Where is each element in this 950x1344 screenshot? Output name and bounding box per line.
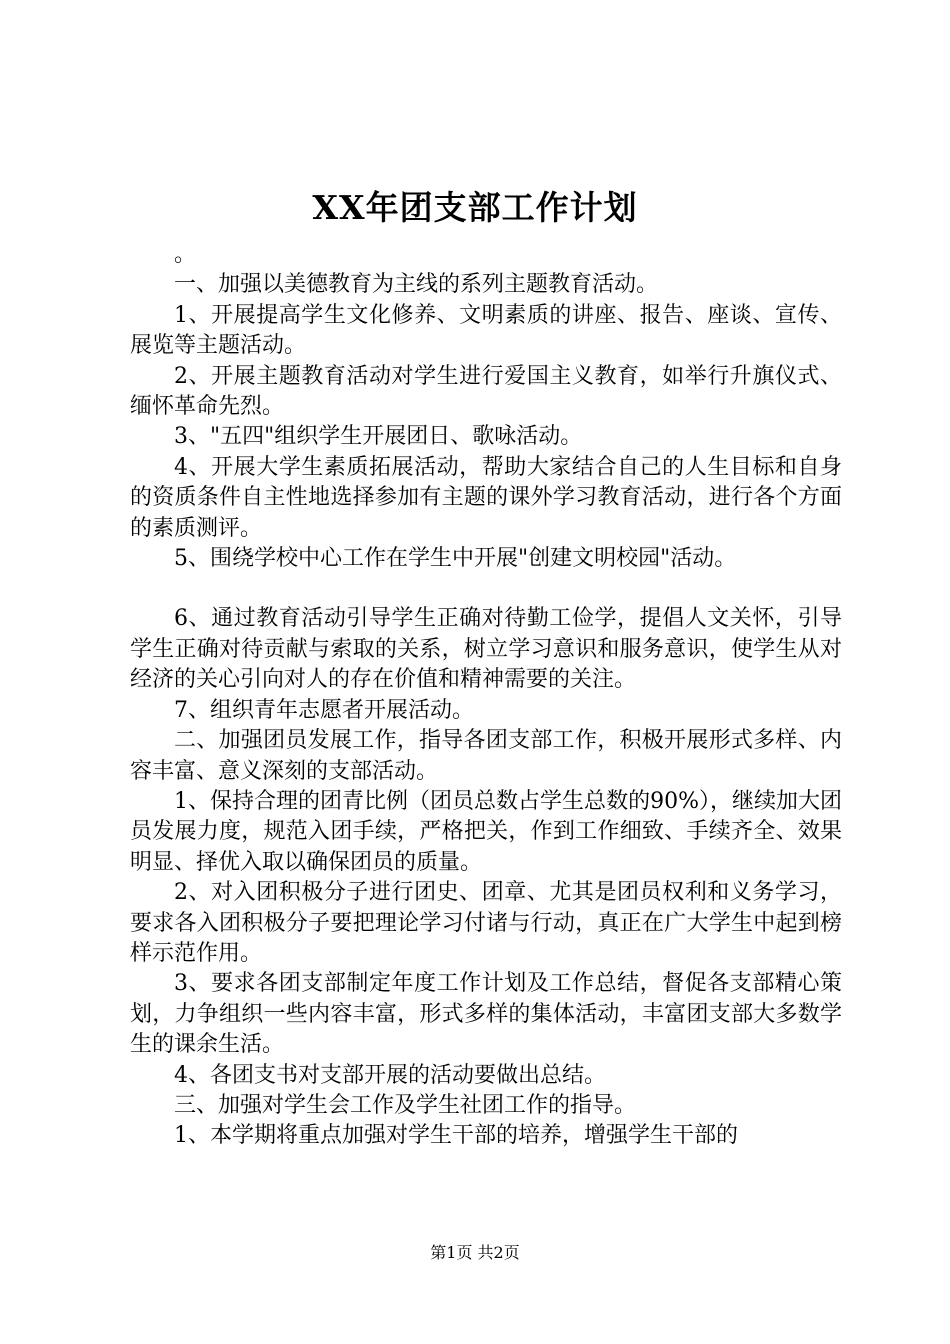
paragraph: 2、开展主题教育活动对学生进行爱国主义教育，如举行升旗仪式、缅怀革命先烈。 <box>130 363 842 420</box>
paragraph: 6、通过教育活动引导学生正确对待勤工俭学，提倡人文关怀，引导学生正确对待贡献与索取的关系，树立学习意识和服务意识，使学生从对经济的关心引向对人的存在价值和精神需要的关注。 <box>130 606 842 693</box>
paragraph: 4、各团支书对支部开展的活动要做出总结。 <box>174 1062 606 1088</box>
paragraph-intro-mark: 。 <box>174 242 197 267</box>
paragraph: 1、本学期将重点加强对学生干部的培养，增强学生干部的 <box>174 1123 738 1149</box>
paragraph: 7、组织青年志愿者开展活动。 <box>174 697 474 723</box>
paragraph: 3、"五四"组织学生开展团日、歌咏活动。 <box>174 424 583 450</box>
section-heading-2: 二、加强团员发展工作，指导各团支部工作，积极开展形式多样、内容丰富、意义深刻的支部活动。 <box>130 728 842 784</box>
section-heading-3: 三、加强对学生会工作及学生社团工作的指导。 <box>174 1092 637 1118</box>
section-heading-1: 一、加强以美德教育为主线的系列主题教育活动。 <box>174 272 659 298</box>
document-body <box>130 240 842 1152</box>
page-number-footer: 第1页 共2页 <box>430 1243 520 1262</box>
paragraph: 4、开展大学生素质拓展活动，帮助大家结合自己的人生目标和自身的资质条件自主性地选择参加有主题的课外学习教育活动，进行各个方面的素质测评。 <box>130 454 842 541</box>
paragraph: 5、围绕学校中心工作在学生中开展"创建文明校园"活动。 <box>174 546 737 572</box>
paragraph: 1、开展提高学生文化修养、文明素质的讲座、报告、座谈、宣传、展览等主题活动。 <box>130 302 842 359</box>
paragraph: 3、要求各团支部制定年度工作计划及工作总结，督促各支部精心策划，力争组织一些内容丰富，形式多样的集体活动，丰富团支部大多数学生的课余生活。 <box>130 971 842 1058</box>
paragraph: 2、对入团积极分子进行团史、团章、尤其是团员权利和义务学习，要求各入团积极分子要把理论学习付诸与行动，真正在广大学生中起到榜样示范作用。 <box>130 880 842 966</box>
document-title: XX年团支部工作计划 <box>312 188 638 227</box>
paragraph: 1、保持合理的团青比例（团员总数占学生总数的90%），继续加大团员发展力度，规范入团手续，严格把关，作到工作细致、手续齐全、效果明显、择优入取以确保团员的质量。 <box>130 788 842 875</box>
